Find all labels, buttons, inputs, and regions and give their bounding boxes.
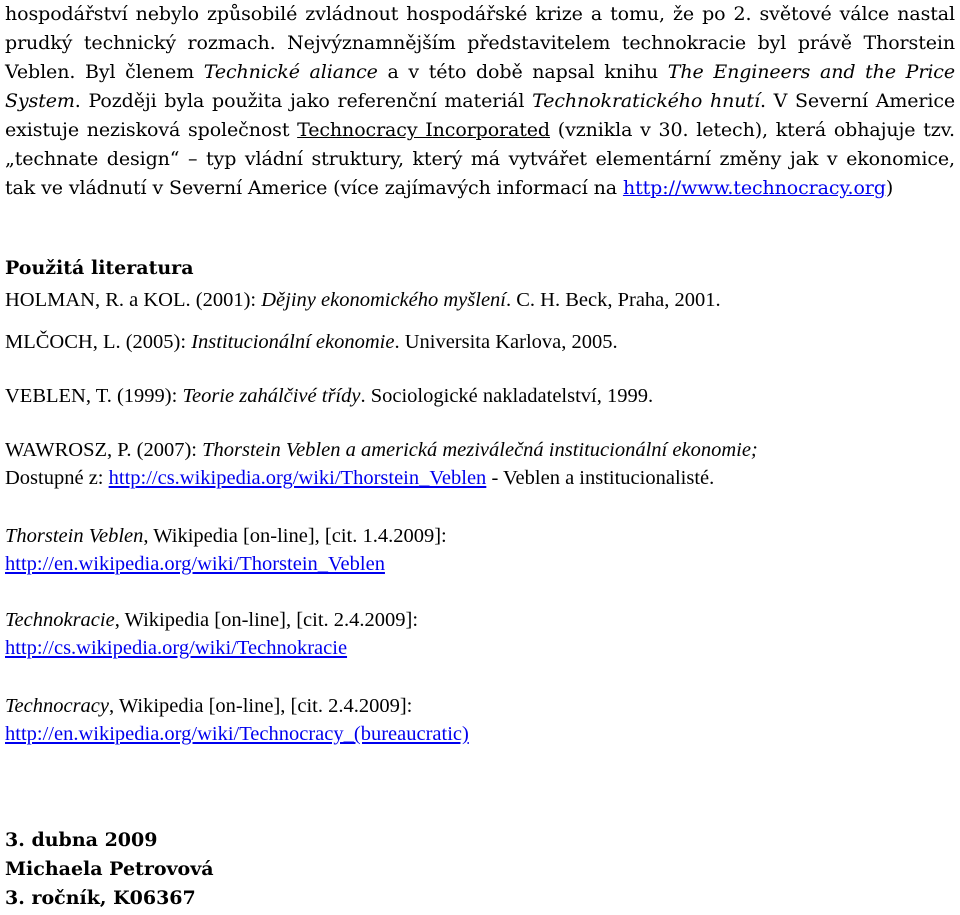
reference-title: Dějiny ekonomického myšlení (261, 289, 506, 311)
wikipedia-cs-technokracie-link[interactable]: http://cs.wikipedia.org/wiki/Technokracie (5, 637, 348, 659)
reference-text: , Wikipedia [on-line], [cit. 2.4.2009]: (109, 695, 413, 717)
reference-text: WAWROSZ, P. (2007): (5, 439, 203, 461)
technocracy-org-link[interactable]: http://www.technocracy.org (622, 177, 886, 199)
reference-title: Technokracie (5, 609, 115, 631)
reference-wawrosz (5, 436, 758, 492)
wikipedia-en-veblen-link[interactable]: http://en.wikipedia.org/wiki/Thorstein_Veblen (5, 553, 385, 575)
italic-book-title: The Engineers and the Price System (5, 61, 955, 112)
reference-title: Institucionální ekonomie (191, 331, 395, 353)
body-paragraph (5, 0, 955, 203)
reference-text: MLČOCH, L. (2005): (5, 331, 192, 353)
wikipedia-en-technocracy-link[interactable]: http://en.wikipedia.org/wiki/Technocracy_(bureaucratic) (5, 723, 469, 745)
signature-date: 3. dubna 2009 (5, 829, 158, 851)
literature-heading: Použitá literatura (5, 257, 194, 279)
reference-title: Thorstein Veblen (5, 525, 144, 547)
signature-name: Michaela Petrovová (5, 858, 214, 880)
wikipedia-cs-veblen-link[interactable]: http://cs.wikipedia.org/wiki/Thorstein_Veblen (108, 467, 487, 489)
reference-wiki-technokracie (5, 606, 418, 662)
signature-class: 3. ročník, K06367 (5, 887, 196, 909)
italic-term-technocratic-movement: Technokratického hnutí (532, 90, 760, 112)
reference-text: - Veblen a institucionalisté. (486, 467, 715, 489)
paragraph-text: hospodářství nebylo způsobilé zvládnout hospodářské krize a tomu, že po 2. světové válce nastal prudký technický rozmach. Nejvýznamnějším představitelem technokracie byl právě Thorstein Veblen. Byl členem (5, 3, 955, 83)
reference-veblen (5, 382, 653, 410)
reference-text: HOLMAN, R. a KOL. (2001): (5, 289, 262, 311)
reference-text: . Universita Karlova, 2005. (394, 331, 618, 353)
reference-title: Thorstein Veblen a americká meziválečná institucionální ekonomie; (202, 439, 758, 461)
reference-title: Teorie zahálčivé třídy (182, 385, 361, 407)
reference-title: Technocracy (5, 695, 109, 717)
reference-mlcoch (5, 328, 618, 356)
reference-text: VEBLEN, T. (1999): (5, 385, 183, 407)
paragraph-text: ) (885, 177, 894, 199)
reference-text: Dostupné z: (5, 467, 109, 489)
reference-wiki-technocracy (5, 692, 469, 748)
reference-text: , Wikipedia [on-line], [cit. 1.4.2009]: (143, 525, 447, 547)
technocracy-incorporated-text: Technocracy Incorporated (297, 119, 550, 141)
signature-block (5, 826, 214, 913)
paragraph-text: . V Severní Americe existuje nezisková společnost (5, 90, 956, 141)
italic-term-technical-alliance: Technické aliance (203, 61, 378, 83)
reference-wiki-veblen (5, 522, 447, 578)
document-page (5, 0, 956, 909)
reference-text: . C. H. Beck, Praha, 2001. (506, 289, 721, 311)
reference-text: . Sociologické nakladatelství, 1999. (360, 385, 654, 407)
reference-text: , Wikipedia [on-line], [cit. 2.4.2009]: (114, 609, 419, 631)
paragraph-text: . Později byla použita jako referenční materiál (74, 90, 533, 112)
paragraph-text: (vznikla v 30. letech), která obhajuje tzv. „technate design“ – typ vládní struktury, který má vytvářet elementární změny jak v ekonomice, tak ve vládnutí v Severní Americe (více zajímavých informací na (5, 119, 955, 199)
paragraph-text: a v této době napsal knihu (377, 61, 668, 83)
reference-holman (5, 286, 721, 314)
